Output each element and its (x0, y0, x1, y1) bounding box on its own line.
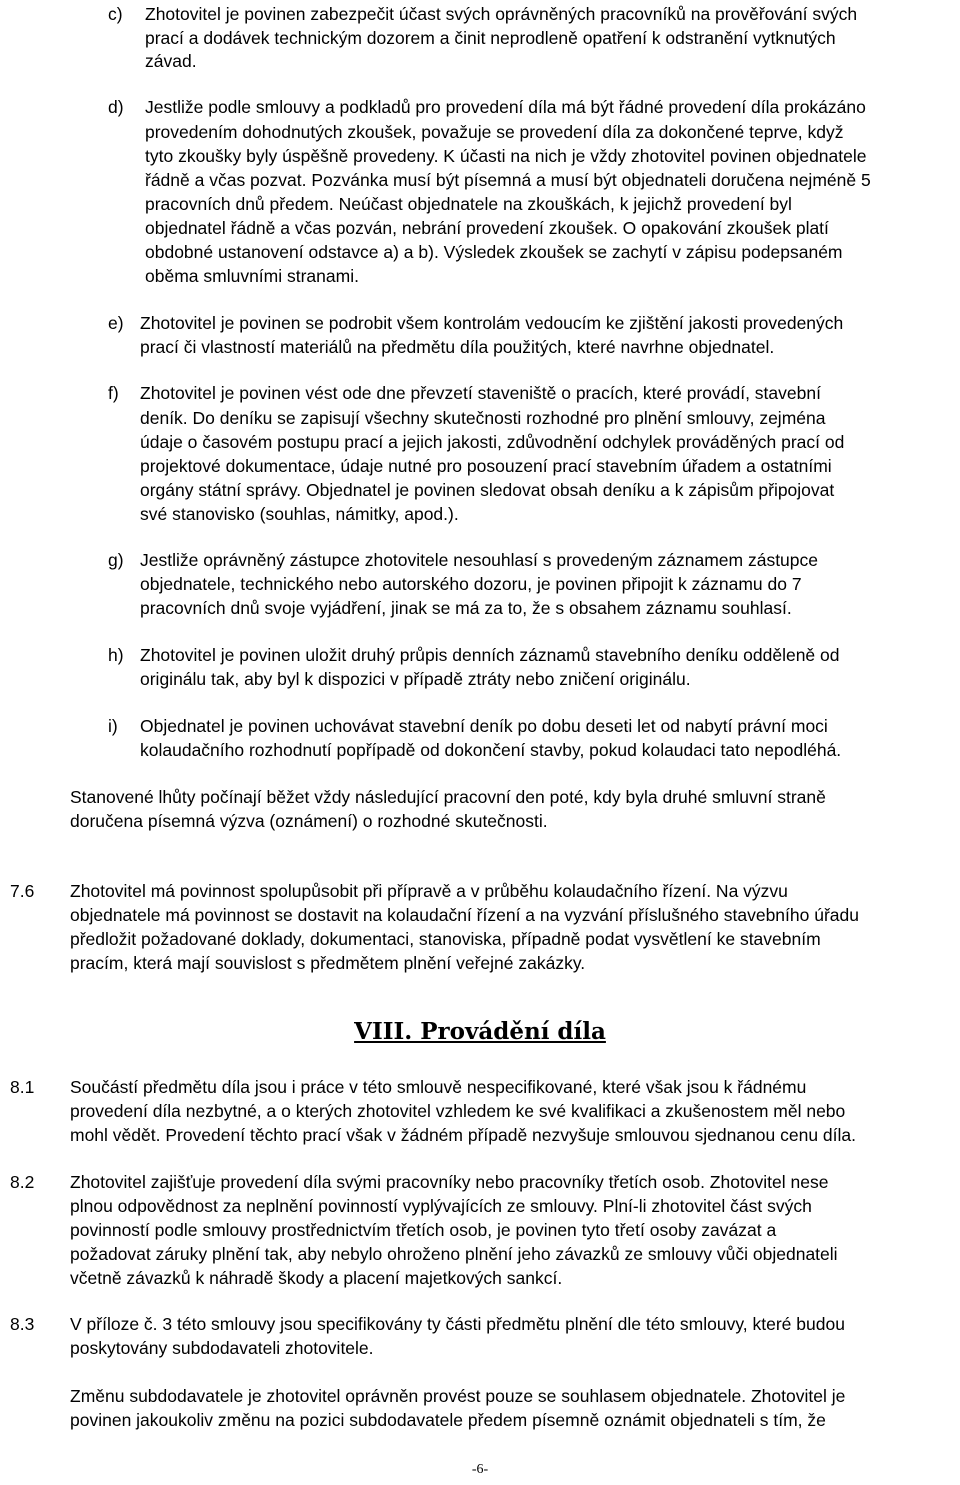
text-line: V příloze č. 3 této smlouvy jsou specifikovány ty části předmětu plnění dle této smlouvy, které budou (70, 1314, 845, 1334)
text-line: včetně závazků k náhradě škody a placení majetkových sankcí. (70, 1268, 563, 1288)
text-line: objednatele, technického nebo autorského dozoru, je povinen připojit k záznamu do 7 (140, 574, 802, 594)
text-line: Zhotovitel je povinen se podrobit všem kontrolám vedoucím ke zjištění jakosti provedených (140, 313, 844, 333)
item-marker: e) (108, 313, 124, 333)
text-line: pracím, která mají souvislost s předmětem plnění veřejné zakázky. (70, 953, 586, 973)
text-line: mohl vědět. Provedení těchto prací však v žádném případě nezvyšuje smlouvou sjednanou cenu díla. (70, 1125, 857, 1145)
text-line: řádně a včas pozvat. Pozvánka musí být písemná a musí být objednateli doručena nejméně 5 (145, 170, 871, 190)
clause-number: 8.3 (10, 1314, 35, 1334)
text-line: provedení díla nezbytné, a o kterých zhotovitel vzhledem ke své kvalifikaci a zkušenostem měl nebo (70, 1101, 846, 1121)
text-line: pracovních dnů předem. Neúčast objednatele na zkouškách, k jejichž provedení byl (145, 194, 792, 214)
text-line: Jestliže oprávněný zástupce zhotovitele nesouhlasí s provedeným záznamem zástupce (140, 550, 819, 570)
clause-number: 7.6 (10, 881, 35, 901)
text-line: Jestliže podle smlouvy a podkladů pro provedení díla má být řádné provedení díla prokázáno (145, 97, 866, 117)
page-number: -6- (471, 1462, 489, 1477)
text-line: orgány státní správy. Objednatel je povinen sledovat obsah deníku a k zápisům připojovat (140, 480, 835, 500)
text-line: oběma smluvními stranami. (145, 266, 359, 286)
text-line: objednatel řádně a včas pozván, nebrání provedení zkoušek. O opakování zkoušek platí (145, 218, 829, 238)
item-marker: c) (108, 4, 123, 24)
text-line: poskytovány subdodavateli zhotovitele. (70, 1338, 374, 1358)
item-marker: f) (108, 383, 119, 403)
text-line: projektové dokumentace, údaje nutné pro posouzení prací stavebním úřadem a ostatními (140, 456, 832, 476)
section-heading: VIII. Provádění díla (354, 1018, 606, 1045)
text-line: Zhotovitel má povinnost spolupůsobit při přípravě a v průběhu kolaudačního řízení. Na výzvu (70, 881, 788, 901)
text-line: objednatele má povinnost se dostavit na kolaudační řízení a na vyzvání příslušného stavebního úřadu (70, 905, 859, 925)
text-line: kolaudačního rozhodnutí popřípadě od dokončení stavby, pokud kolaudaci tato nepodléhá. (140, 740, 842, 760)
text-line: Zhotovitel je povinen uložit druhý průpis denních záznamů stavebního deníku odděleně od (140, 645, 840, 665)
clause-number: 8.2 (10, 1172, 35, 1192)
text-line: plnou odpovědnost za neplnění povinností vyplývajících ze smlouvy. Plní-li zhotovitel část svých (70, 1196, 812, 1216)
item-marker: g) (108, 550, 124, 570)
text-line: předložit požadované doklady, dokumentaci, stanoviska, případně podat vysvětlení ke stavebním (70, 929, 821, 949)
text-line: doručena písemná výzva (oznámení) o rozhodné skutečnosti. (70, 811, 548, 831)
text-line: prací či vlastností materiálů na předmětu díla použitých, které navrhne objednatel. (140, 337, 775, 357)
text-line: Zhotovitel je povinen vést ode dne převzetí staveniště o pracích, které provádí, stavební (140, 383, 821, 403)
text-line: Zhotovitel zajišťuje provedení díla svými pracovníky nebo pracovníky třetích osob. Zhotovitel nese (70, 1172, 829, 1192)
text-line: své stanovisko (souhlas, námitky, apod.). (140, 504, 459, 524)
text-line: povinností podle smlouvy prostřednictvím třetích osob, je povinen tyto třetí osoby zavázat a (70, 1220, 777, 1240)
text-line: Změnu subdodavatele je zhotovitel oprávněn provést pouze se souhlasem objednatele. Zhotovitel je (70, 1386, 846, 1406)
text-line: originálu tak, aby byl k dispozici v případě ztráty nebo zničení originálu. (140, 669, 691, 689)
text-line: provedením dohodnutých zkoušek, považuje se provedení díla za dokončené teprve, když (145, 122, 844, 142)
text-line: prací a dodávek technickým dozorem a činit neprodleně opatření k odstranění vytknutých (145, 28, 836, 48)
item-marker: i) (108, 716, 118, 736)
text-line: obdobné ustanovení odstavce a) a b). Výsledek zkoušek se zachytí v zápisu podepsaném (145, 242, 843, 262)
text-line: pracovních dnů svoje vyjádření, jinak se má za to, že s obsahem záznamu souhlasí. (140, 598, 792, 618)
text-line: závad. (145, 51, 197, 71)
item-marker: h) (108, 645, 124, 665)
text-line: Stanovené lhůty počínají běžet vždy následující pracovní den poté, kdy byla druhé smluvní straně (70, 787, 826, 807)
text-line: tyto zkoušky byly úspěšně provedeny. K účasti na nich je vždy zhotovitel povinen objednatele (145, 146, 867, 166)
text-line: požadovat záruky plnění tak, aby nebylo ohroženo plnění jeho závazků ze smlouvy vůči objednateli (70, 1244, 838, 1264)
text-line: deník. Do deníku se zapisují všechny skutečnosti rozhodné pro plnění smlouvy, zejména (140, 408, 826, 428)
text-line: údaje o časovém postupu prací a jejich jakosti, zdůvodnění odchylek prováděných prací od (140, 432, 845, 452)
text-line: Objednatel je povinen uchovávat stavební deník po dobu deseti let od nabytí právní moci (140, 716, 828, 736)
text-line: Součástí předmětu díla jsou i práce v této smlouvě nespecifikované, které však jsou k řádnému (70, 1077, 807, 1097)
item-marker: d) (108, 97, 124, 117)
text-line: povinen jakoukoliv změnu na pozici subdodavatele předem písemně oznámit objednateli s tím, že (70, 1410, 826, 1430)
clause-number: 8.1 (10, 1077, 35, 1097)
text-line: Zhotovitel je povinen zabezpečit účast svých oprávněných pracovníků na prověřování svých (145, 4, 858, 24)
